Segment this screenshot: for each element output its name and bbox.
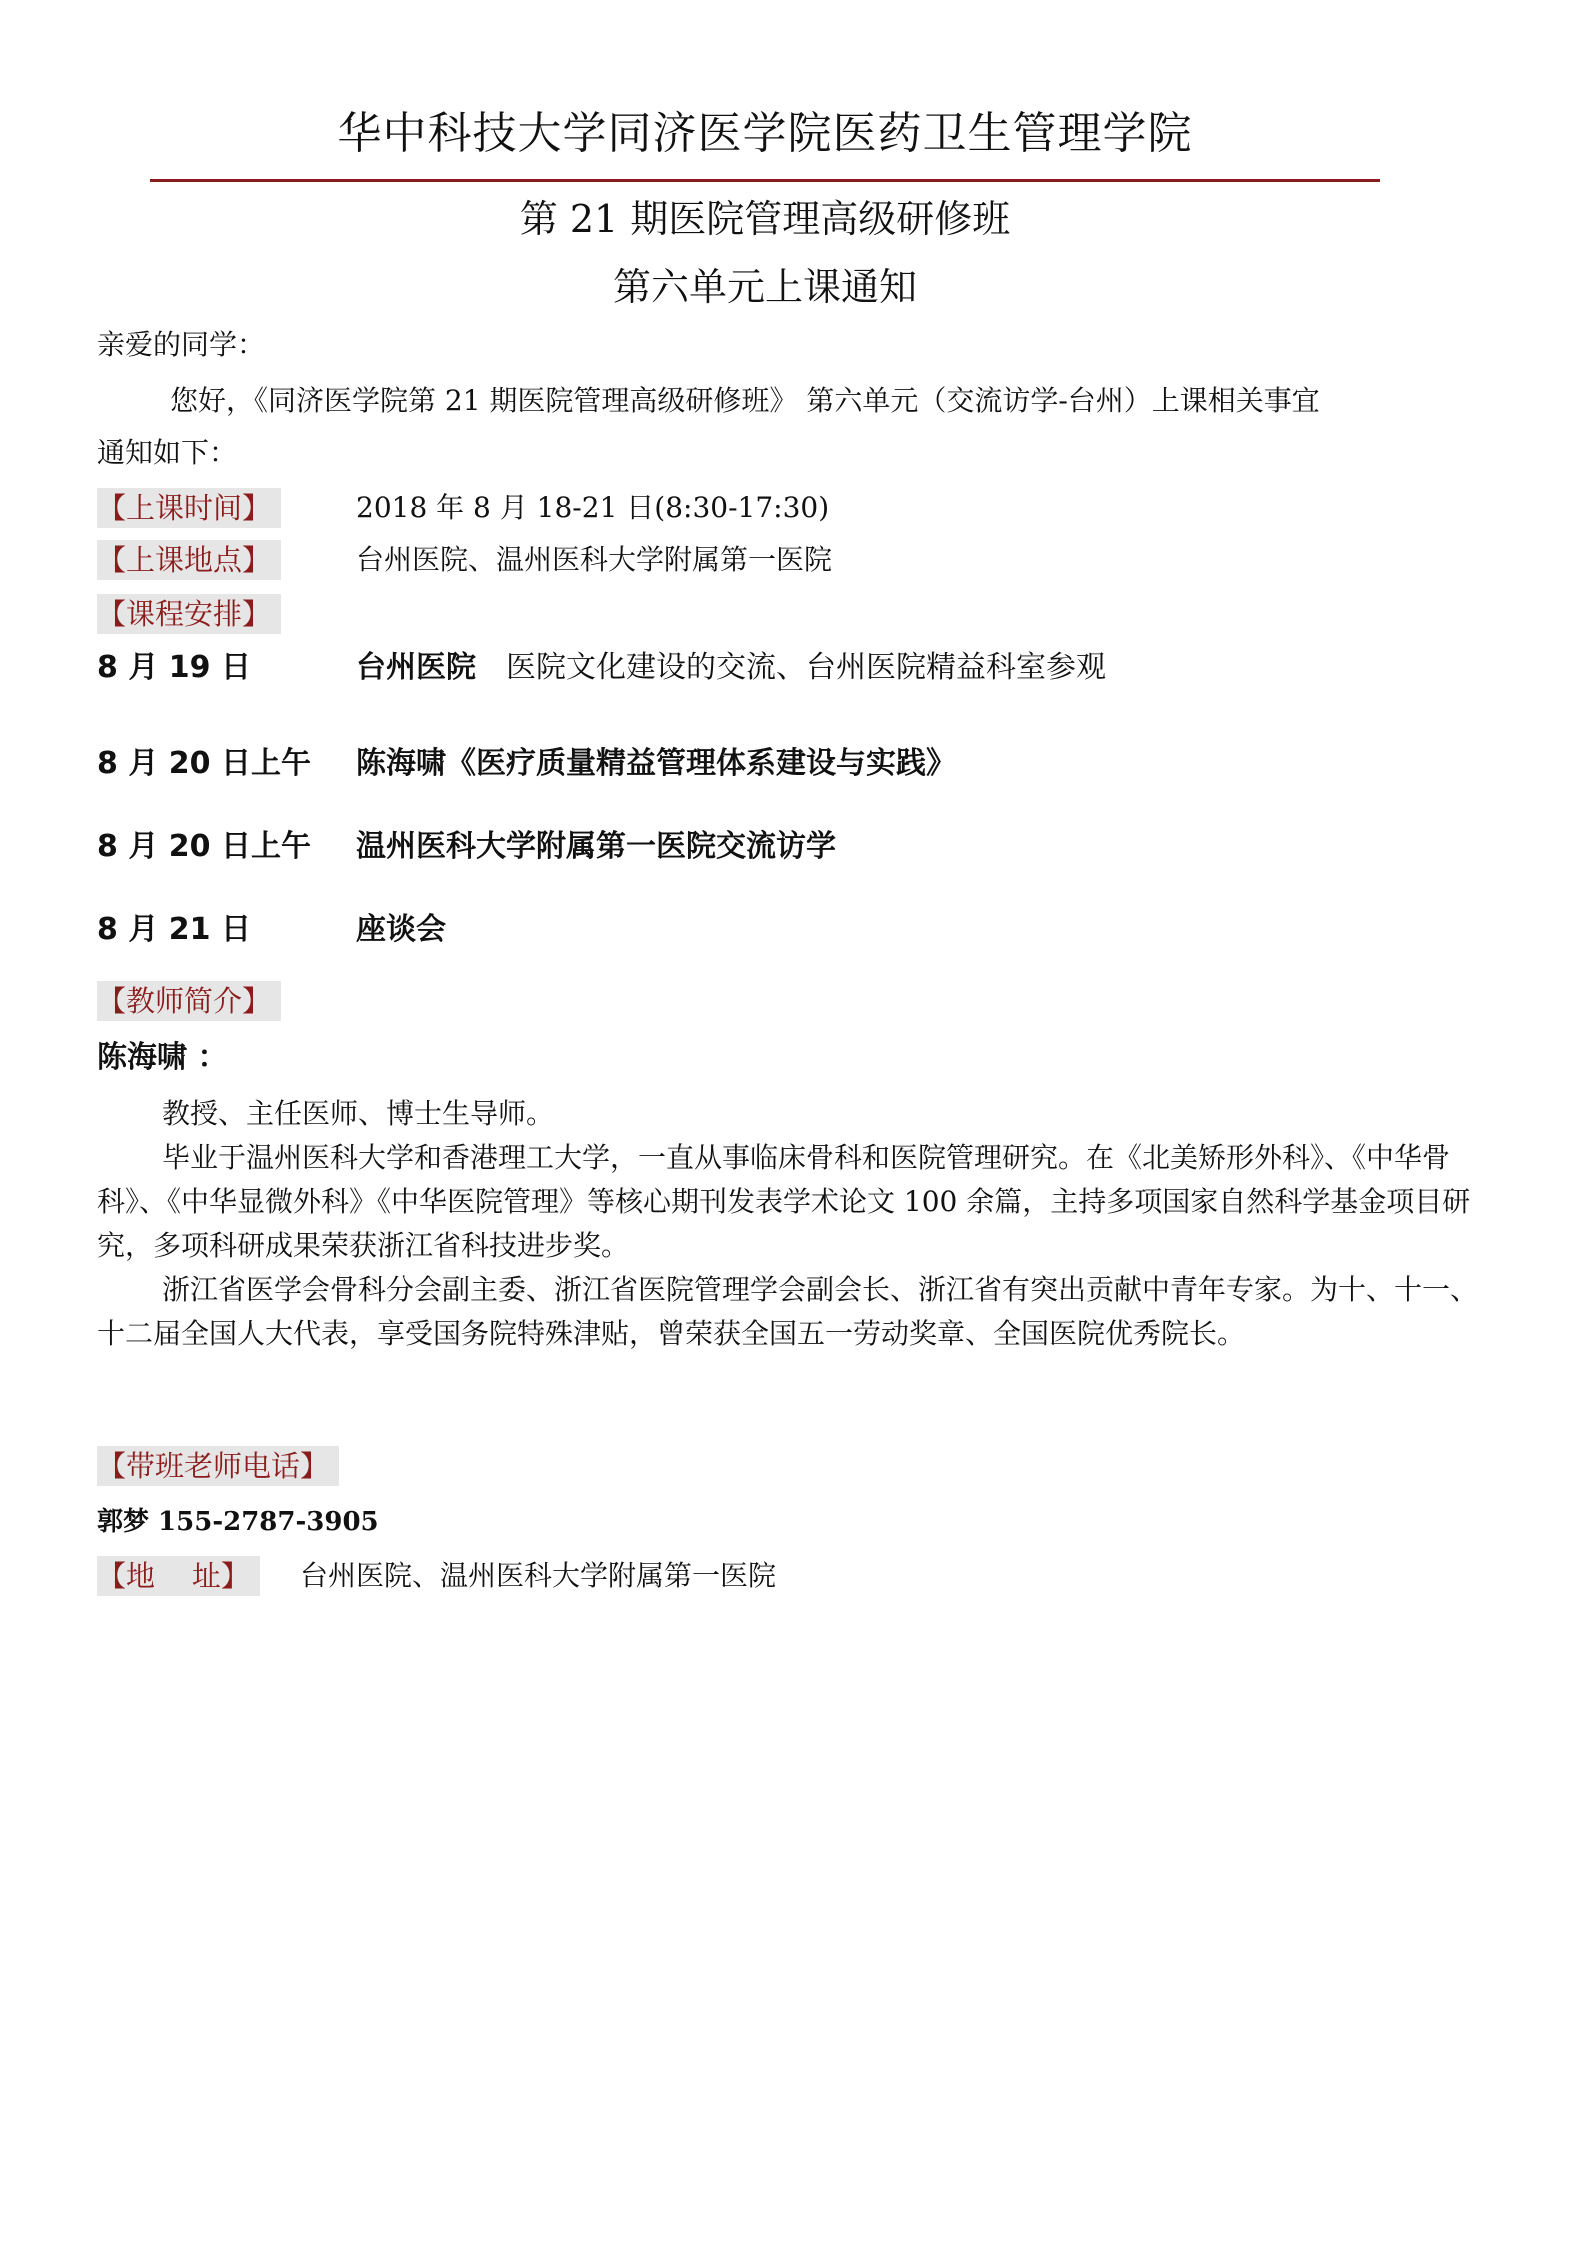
- intro-line-1: 您好，《同济医学院第 21 期医院管理高级研修班》 第六单元（交流访学-台州）上课相关事宜: [170, 384, 1320, 417]
- schedule-date: 8 月 19 日: [97, 650, 251, 685]
- course-title: 第 21 期医院管理高级研修班: [519, 197, 1011, 241]
- intro-line-2: 通知如下：: [97, 436, 238, 469]
- contact-phone: 郭梦 155-2787-3905: [97, 1507, 379, 1537]
- schedule-item-title: 台州医院: [356, 650, 476, 685]
- schedule-item: [356, 910, 446, 950]
- contact-label: 【带班老师电话】: [97, 1446, 339, 1486]
- institution-title: 华中科技大学同济医学院医药卫生管理学院: [337, 108, 1193, 159]
- schedule-item-title: 陈海啸《医疗质量精益管理体系建设与实践》: [356, 746, 956, 781]
- schedule-item: [356, 648, 1106, 688]
- class-time-label: 【上课时间】: [97, 488, 281, 528]
- teacher-bio-honors: 浙江省医学会骨科分会副主委、浙江省医院管理学会副会长、浙江省有突出贡献中青年专家。为十、十一、十二届全国人大代表，享受国务院特殊津贴，曾荣获全国五一劳动奖章、全国医院优秀院长。: [97, 1273, 1479, 1350]
- address-label: 【地 址】: [97, 1556, 260, 1596]
- schedule-date: 8 月 20 日上午: [97, 829, 311, 864]
- schedule-date: 8 月 21 日: [97, 912, 251, 947]
- schedule-label: 【课程安排】: [97, 594, 281, 634]
- schedule-item-title: 温州医科大学附属第一医院交流访学: [356, 829, 836, 864]
- schedule-item: [356, 744, 956, 784]
- schedule-item: [356, 827, 836, 867]
- class-location-label: 【上课地点】: [97, 540, 281, 580]
- greeting: 亲爱的同学：: [97, 328, 266, 361]
- header-divider: [150, 179, 1380, 182]
- schedule-date: 8 月 20 日上午: [97, 746, 311, 781]
- teacher-bio-education: 毕业于温州医科大学和香港理工大学，一直从事临床骨科和医院管理研究。在《北美矫形外科》、《中华骨科》、《中华显微外科》《中华医院管理》等核心期刊发表学术论文 100 余篇，主持多项国家自然科学基金项目研究，多项科研成果荣获浙江省科技进步奖。: [97, 1141, 1471, 1262]
- teacher-bio-title: 教授、主任医师、博士生导师。: [162, 1097, 555, 1130]
- teacher-label: 【教师简介】: [97, 981, 281, 1021]
- schedule-item-detail: 医院文化建设的交流、台州医院精益科室参观: [506, 650, 1106, 685]
- class-location-value: 台州医院、温州医科大学附属第一医院: [356, 543, 833, 576]
- schedule-item-title: 座谈会: [356, 912, 446, 947]
- class-time-value: 2018 年 8 月 18-21 日(8:30-17:30): [356, 491, 830, 524]
- notice-title: 第六单元上课通知: [612, 265, 917, 309]
- address-value: 台州医院、温州医科大学附属第一医院: [300, 1559, 777, 1592]
- teacher-name: 陈海啸 ：: [97, 1040, 228, 1075]
